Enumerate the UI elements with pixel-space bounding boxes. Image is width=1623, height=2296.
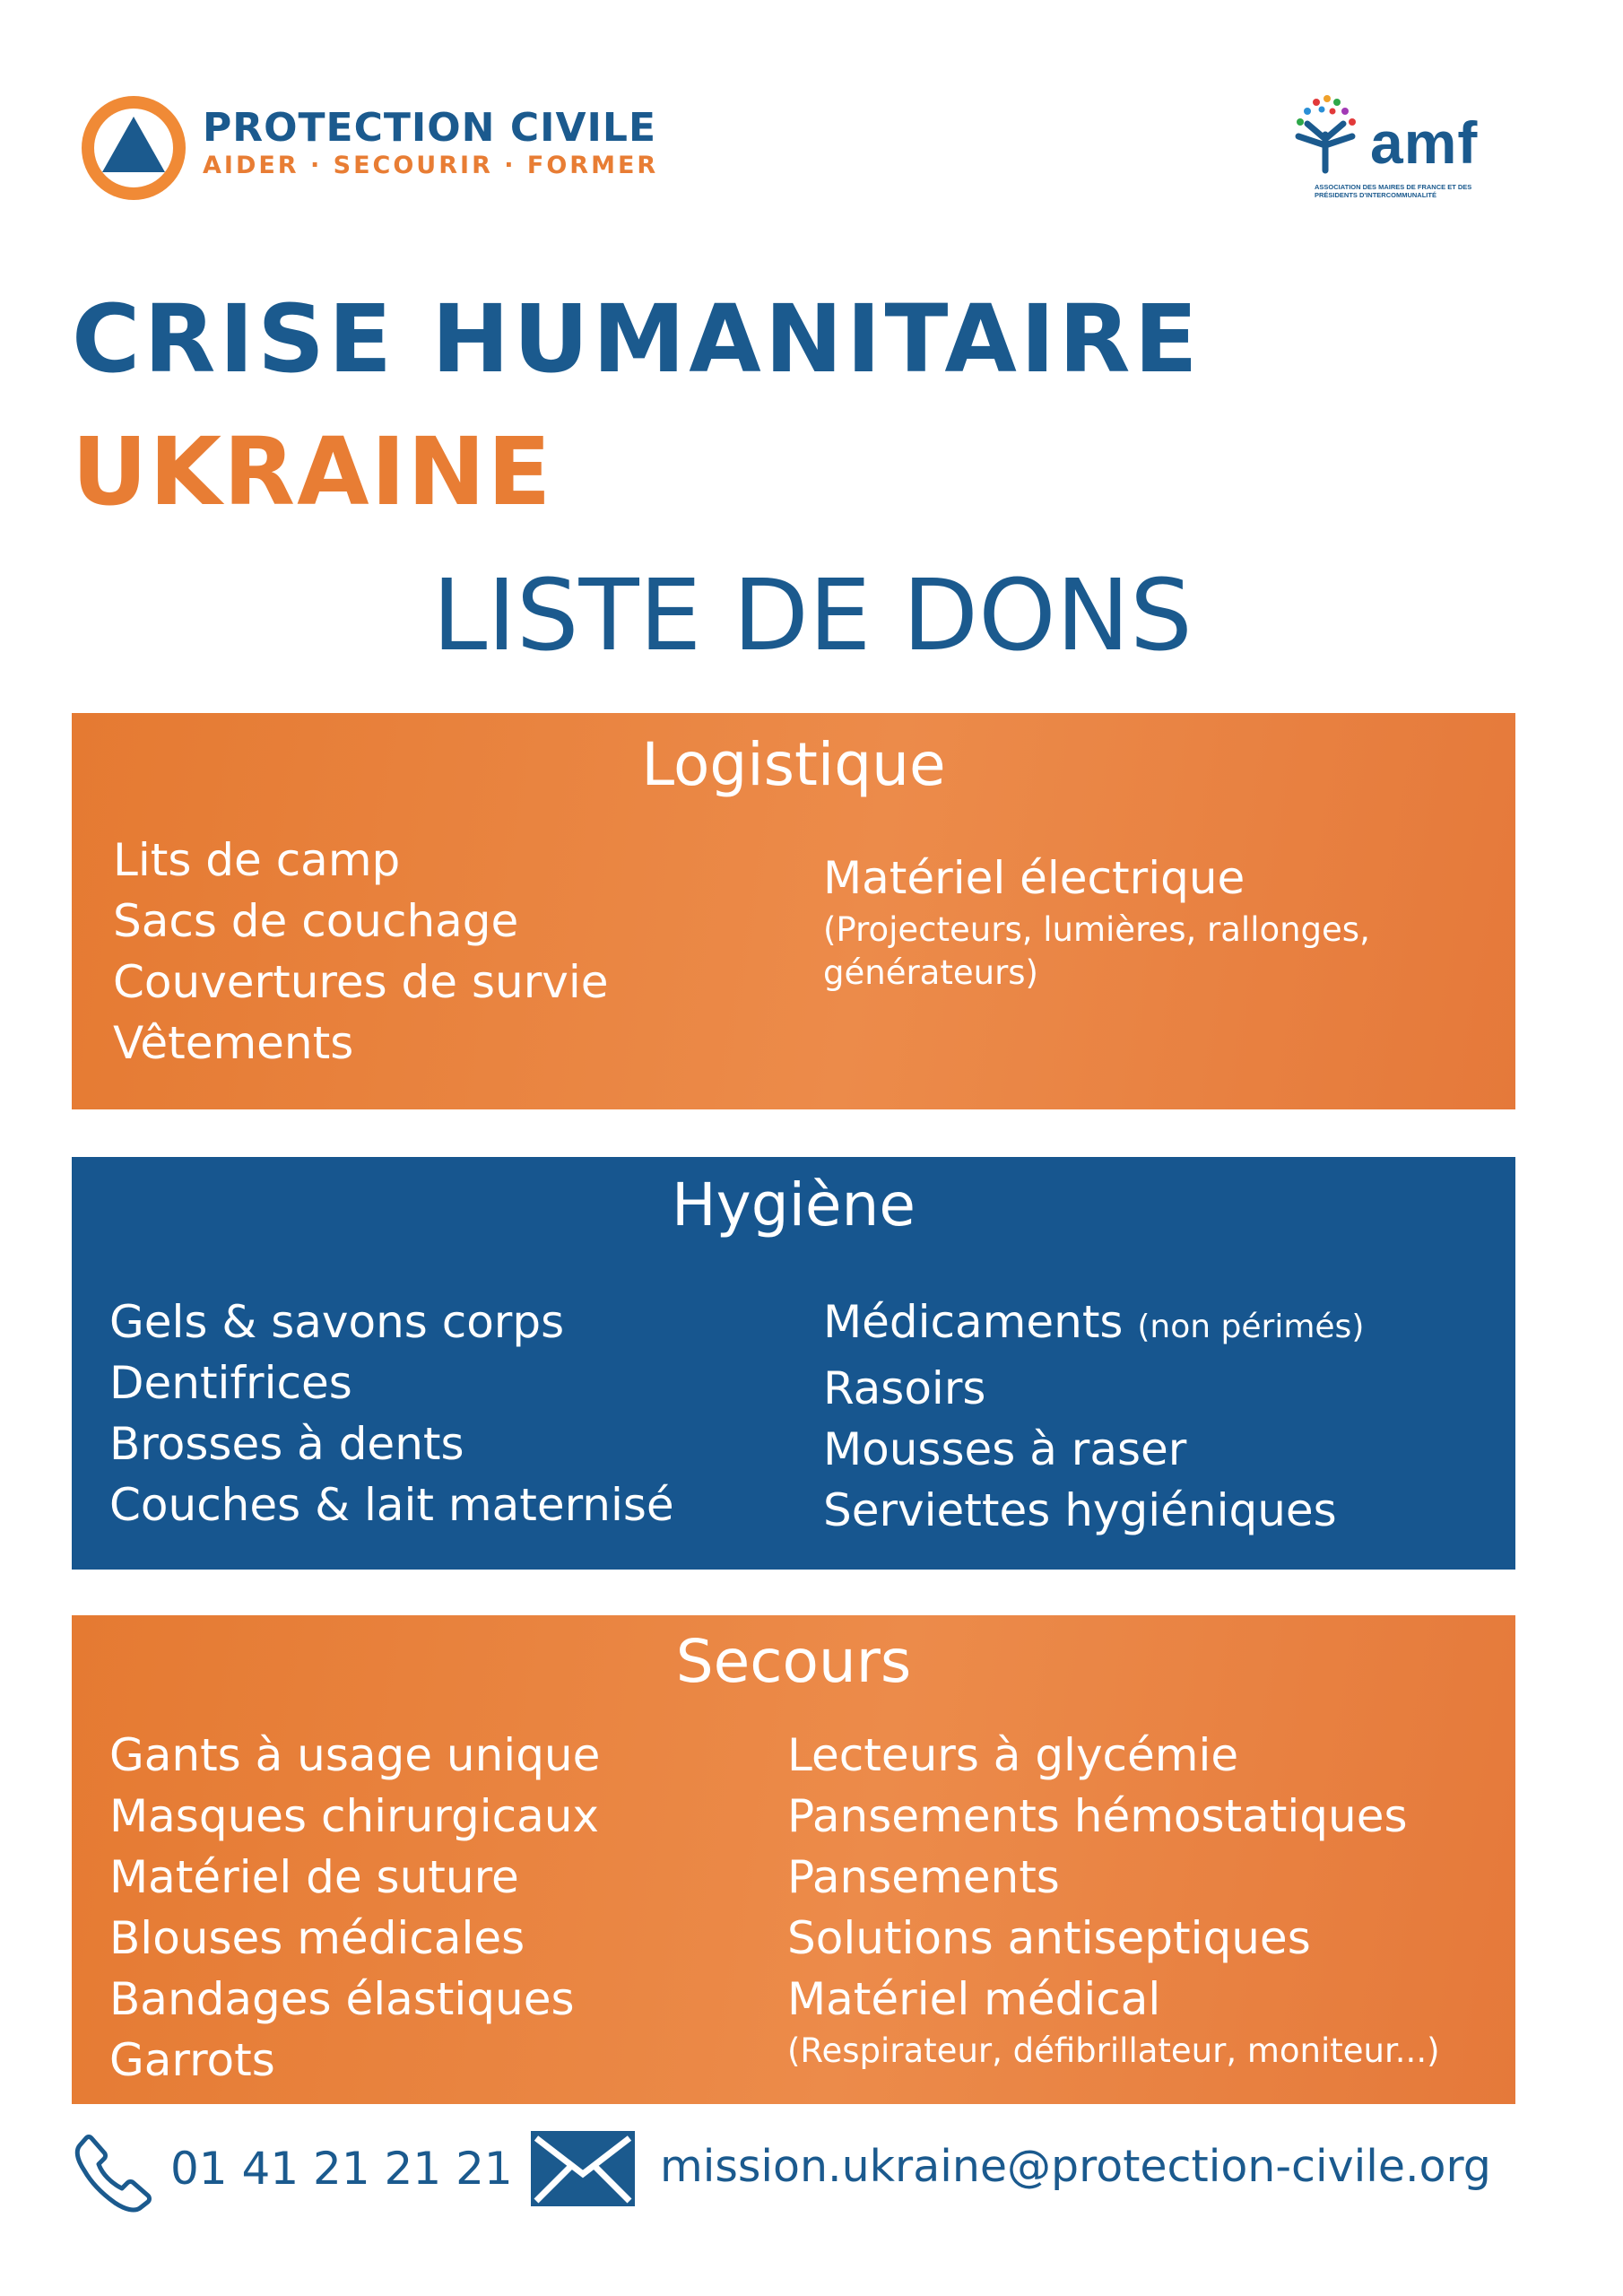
- protection-civile-name: PROTECTION CIVILE: [203, 105, 657, 151]
- list-item: Garrots: [109, 2034, 275, 2086]
- tree-hand-icon: [1280, 90, 1379, 179]
- title-ukraine: UKRAINE: [72, 417, 553, 526]
- list-item: Brosses à dents: [109, 1418, 464, 1470]
- list-item-note: (non périmés): [1137, 1309, 1365, 1345]
- list-item: Sacs de couchage: [113, 895, 519, 947]
- protection-civile-tagline: AIDER · SECOURIR · FORMER: [203, 152, 659, 179]
- list-item: Vêtements: [113, 1017, 354, 1069]
- section-logistique: [72, 713, 1515, 1109]
- section-title-logistique: Logistique: [641, 730, 946, 799]
- list-item-label: Médicaments: [823, 1296, 1124, 1348]
- list-item-note: (Respirateur, défibrillateur, moniteur...): [787, 2031, 1440, 2070]
- protection-civile-wordmark: [203, 106, 658, 181]
- list-item: Blouses médicales: [109, 1912, 525, 1964]
- list-item: Gants à usage unique: [109, 1729, 601, 1781]
- list-item: Serviettes hygiéniques: [823, 1484, 1337, 1536]
- section-title-secours: Secours: [675, 1627, 912, 1696]
- list-item: Couvertures de survie: [113, 956, 609, 1008]
- hygiene-right-list: [823, 1292, 1364, 1541]
- list-item: Dentifrices: [109, 1357, 352, 1409]
- phone-icon: [72, 2129, 158, 2215]
- title-crise-humanitaire: CRISE HUMANITAIRE: [72, 284, 1202, 394]
- amf-subtitle: ASSOCIATION DES MAIRES DE FRANCE ET DES PRÉSIDENTS D'INTERCOMMUNALITÉ: [1315, 183, 1472, 199]
- section-secours: [72, 1615, 1515, 2104]
- amf-logo: [1280, 90, 1514, 206]
- section-hygiene: [72, 1157, 1515, 1570]
- list-item: Matériel de suture: [109, 1851, 519, 1903]
- contact-phone[interactable]: 01 41 21 21 21: [170, 2143, 513, 2195]
- list-item: Matériel médical: [787, 1973, 1161, 2025]
- list-item: Matériel électrique: [823, 852, 1245, 904]
- contact-email[interactable]: mission.ukraine@protection-civile.org: [660, 2141, 1491, 2192]
- amf-wordmark: amf: [1370, 109, 1479, 176]
- protection-civile-logo-icon: [75, 90, 192, 206]
- list-item: Lits de camp: [113, 834, 401, 886]
- hygiene-left-list: [109, 1292, 674, 1535]
- list-item: Rasoirs: [823, 1362, 986, 1414]
- title-liste-de-dons: LISTE DE DONS: [432, 558, 1193, 673]
- logistique-right-list: [823, 848, 1370, 995]
- list-item: Couches & lait maternisé: [109, 1479, 674, 1531]
- list-item-note: (Projecteurs, lumières, rallonges,: [823, 910, 1370, 949]
- list-item: Solutions antiseptiques: [787, 1912, 1311, 1964]
- list-item: Mousses à raser: [823, 1423, 1187, 1475]
- list-item-note: générateurs): [823, 953, 1038, 992]
- section-title-hygiene: Hygiène: [672, 1170, 916, 1239]
- list-item: Gels & savons corps: [109, 1296, 565, 1348]
- list-item: Pansements: [787, 1851, 1060, 1903]
- list-item: Bandages élastiques: [109, 1973, 575, 2025]
- envelope-icon: [531, 2131, 635, 2206]
- list-item: [823, 1292, 1364, 1358]
- logistique-left-list: [113, 830, 609, 1074]
- secours-right-list: [787, 1725, 1440, 2073]
- list-item: Lecteurs à glycémie: [787, 1729, 1239, 1781]
- secours-left-list: [109, 1725, 600, 2091]
- list-item: Masques chirurgicaux: [109, 1790, 599, 1842]
- list-item: Pansements hémostatiques: [787, 1790, 1408, 1842]
